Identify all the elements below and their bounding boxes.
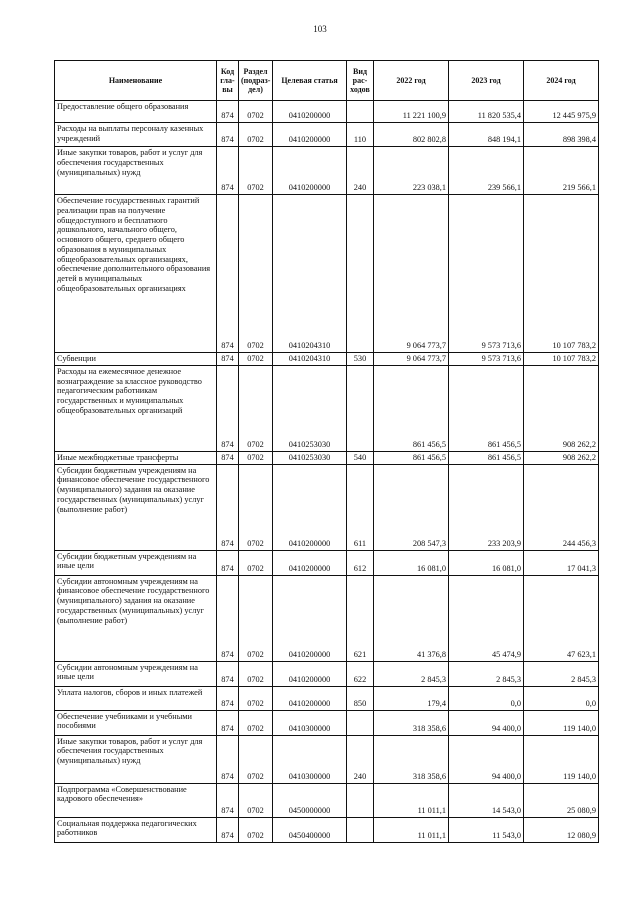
row-section: 0702 bbox=[239, 550, 273, 575]
row-2022: 11 221 100,9 bbox=[374, 101, 449, 123]
row-2022: 223 038,1 bbox=[374, 147, 449, 195]
row-2023: 9 573 713,6 bbox=[449, 195, 524, 353]
header-2024: 2024 год bbox=[524, 61, 599, 101]
table-row bbox=[55, 686, 599, 710]
row-2022: 2 845,3 bbox=[374, 661, 449, 686]
row-2024: 119 140,0 bbox=[524, 735, 599, 783]
row-name: Расходы на ежемесячное денежное вознаграждение за классное руководство педагогическим работникам государственных и муниципальных общеобразовательных организаций bbox=[55, 365, 217, 451]
row-2024: 10 107 783,2 bbox=[524, 353, 599, 366]
row-section: 0702 bbox=[239, 353, 273, 366]
table-row bbox=[55, 353, 599, 366]
row-target: 0410200000 bbox=[273, 123, 347, 147]
row-code: 874 bbox=[217, 353, 239, 366]
row-type: 540 bbox=[347, 451, 374, 464]
row-target: 0410300000 bbox=[273, 710, 347, 735]
row-2024: 12 080,9 bbox=[524, 817, 599, 842]
row-target: 0450400000 bbox=[273, 817, 347, 842]
row-2023: 233 203,9 bbox=[449, 464, 524, 550]
row-2024: 119 140,0 bbox=[524, 710, 599, 735]
row-2023: 16 081,0 bbox=[449, 550, 524, 575]
row-code: 874 bbox=[217, 451, 239, 464]
row-section: 0702 bbox=[239, 661, 273, 686]
row-2024: 25 080,9 bbox=[524, 783, 599, 817]
row-code: 874 bbox=[217, 661, 239, 686]
row-section: 0702 bbox=[239, 575, 273, 661]
row-name: Расходы на выплаты персоналу казенных учреждений bbox=[55, 123, 217, 147]
row-type bbox=[347, 710, 374, 735]
row-target: 0410200000 bbox=[273, 464, 347, 550]
row-2022: 9 064 773,7 bbox=[374, 353, 449, 366]
row-2024: 898 398,4 bbox=[524, 123, 599, 147]
row-code: 874 bbox=[217, 101, 239, 123]
table-row bbox=[55, 147, 599, 195]
header-2023: 2023 год bbox=[449, 61, 524, 101]
header-section: Раздел (подраз- дел) bbox=[239, 61, 273, 101]
row-2024: 0,0 bbox=[524, 686, 599, 710]
row-code: 874 bbox=[217, 783, 239, 817]
row-2022: 208 547,3 bbox=[374, 464, 449, 550]
table-row bbox=[55, 195, 599, 353]
row-2022: 802 802,8 bbox=[374, 123, 449, 147]
row-type: 622 bbox=[347, 661, 374, 686]
row-type: 530 bbox=[347, 353, 374, 366]
row-target: 0410204310 bbox=[273, 195, 347, 353]
row-target: 0410253030 bbox=[273, 451, 347, 464]
table-row bbox=[55, 783, 599, 817]
row-type: 110 bbox=[347, 123, 374, 147]
row-name: Субсидии автономным учреждениям на финансовое обеспечение государственного (муниципального) задания на оказание государственных (муниципальных) услуг (выполнение работ) bbox=[55, 575, 217, 661]
row-code: 874 bbox=[217, 365, 239, 451]
row-code: 874 bbox=[217, 464, 239, 550]
header-target: Целевая статья bbox=[273, 61, 347, 101]
table-row bbox=[55, 365, 599, 451]
row-name: Субсидии бюджетным учреждениям на иные цели bbox=[55, 550, 217, 575]
header-code: Код гла- вы bbox=[217, 61, 239, 101]
page-number: 103 bbox=[313, 24, 327, 34]
row-code: 874 bbox=[217, 710, 239, 735]
row-section: 0702 bbox=[239, 686, 273, 710]
row-target: 0410200000 bbox=[273, 101, 347, 123]
row-section: 0702 bbox=[239, 101, 273, 123]
row-2022: 41 376,8 bbox=[374, 575, 449, 661]
row-section: 0702 bbox=[239, 464, 273, 550]
row-2023: 45 474,9 bbox=[449, 575, 524, 661]
table-row bbox=[55, 575, 599, 661]
row-2024: 12 445 975,9 bbox=[524, 101, 599, 123]
row-type: 611 bbox=[347, 464, 374, 550]
row-2022: 318 358,6 bbox=[374, 735, 449, 783]
row-target: 0410200000 bbox=[273, 686, 347, 710]
row-type: 240 bbox=[347, 735, 374, 783]
row-section: 0702 bbox=[239, 817, 273, 842]
row-target: 0450000000 bbox=[273, 783, 347, 817]
row-section: 0702 bbox=[239, 123, 273, 147]
row-2024: 10 107 783,2 bbox=[524, 195, 599, 353]
row-2023: 94 400,0 bbox=[449, 710, 524, 735]
row-section: 0702 bbox=[239, 735, 273, 783]
row-code: 874 bbox=[217, 686, 239, 710]
row-2023: 9 573 713,6 bbox=[449, 353, 524, 366]
row-2022: 16 081,0 bbox=[374, 550, 449, 575]
row-section: 0702 bbox=[239, 451, 273, 464]
row-target: 0410200000 bbox=[273, 575, 347, 661]
row-code: 874 bbox=[217, 550, 239, 575]
row-name: Субсидии автономным учреждениям на иные цели bbox=[55, 661, 217, 686]
row-2023: 861 456,5 bbox=[449, 365, 524, 451]
row-type: 612 bbox=[347, 550, 374, 575]
row-code: 874 bbox=[217, 817, 239, 842]
row-code: 874 bbox=[217, 123, 239, 147]
row-code: 874 bbox=[217, 195, 239, 353]
row-2024: 908 262,2 bbox=[524, 365, 599, 451]
row-type bbox=[347, 101, 374, 123]
row-name: Предоставление общего образования bbox=[55, 101, 217, 123]
row-2024: 2 845,3 bbox=[524, 661, 599, 686]
row-2024: 17 041,3 bbox=[524, 550, 599, 575]
row-2022: 9 064 773,7 bbox=[374, 195, 449, 353]
row-2024: 47 623,1 bbox=[524, 575, 599, 661]
row-2022: 179,4 bbox=[374, 686, 449, 710]
row-type: 240 bbox=[347, 147, 374, 195]
row-name: Иные межбюджетные трансферты bbox=[55, 451, 217, 464]
table-row bbox=[55, 710, 599, 735]
row-2024: 219 566,1 bbox=[524, 147, 599, 195]
row-section: 0702 bbox=[239, 783, 273, 817]
row-2023: 0,0 bbox=[449, 686, 524, 710]
row-section: 0702 bbox=[239, 710, 273, 735]
row-section: 0702 bbox=[239, 365, 273, 451]
row-name: Иные закупки товаров, работ и услуг для обеспечения государственных (муниципальных) нужд bbox=[55, 147, 217, 195]
row-name: Обеспечение государственных гарантий реализации прав на получение общедоступного и бесплатного дошкольного, начального общего, основного общего, среднего общего образования в муниципальных общеобразовательных организациях, обеспечение дополнительного образования детей в муниципальных общеобразовательных организациях bbox=[55, 195, 217, 353]
row-2023: 239 566,1 bbox=[449, 147, 524, 195]
row-section: 0702 bbox=[239, 147, 273, 195]
row-name: Иные закупки товаров, работ и услуг для обеспечения государственных (муниципальных) нужд bbox=[55, 735, 217, 783]
row-2022: 861 456,5 bbox=[374, 451, 449, 464]
row-target: 0410200000 bbox=[273, 147, 347, 195]
row-2022: 11 011,1 bbox=[374, 817, 449, 842]
row-2023: 94 400,0 bbox=[449, 735, 524, 783]
header-type: Вид рас- ходов bbox=[347, 61, 374, 101]
row-name: Социальная поддержка педагогических работников bbox=[55, 817, 217, 842]
table-row bbox=[55, 661, 599, 686]
row-2023: 848 194,1 bbox=[449, 123, 524, 147]
table-row bbox=[55, 451, 599, 464]
row-2023: 11 820 535,4 bbox=[449, 101, 524, 123]
row-2022: 861 456,5 bbox=[374, 365, 449, 451]
row-target: 0410300000 bbox=[273, 735, 347, 783]
row-2024: 908 262,2 bbox=[524, 451, 599, 464]
table-row bbox=[55, 817, 599, 842]
header-2022: 2022 год bbox=[374, 61, 449, 101]
row-name: Субсидии бюджетным учреждениям на финансовое обеспечение государственного (муниципального) задания на оказание государственных (муниципальных) услуг (выполнение работ) bbox=[55, 464, 217, 550]
row-type bbox=[347, 817, 374, 842]
row-target: 0410200000 bbox=[273, 661, 347, 686]
row-2022: 11 011,1 bbox=[374, 783, 449, 817]
row-type: 621 bbox=[347, 575, 374, 661]
row-2023: 861 456,5 bbox=[449, 451, 524, 464]
header-row bbox=[55, 61, 599, 101]
row-type bbox=[347, 195, 374, 353]
row-type bbox=[347, 365, 374, 451]
row-code: 874 bbox=[217, 735, 239, 783]
row-name: Обеспечение учебниками и учебными пособиями bbox=[55, 710, 217, 735]
row-target: 0410253030 bbox=[273, 365, 347, 451]
row-target: 0410200000 bbox=[273, 550, 347, 575]
row-code: 874 bbox=[217, 575, 239, 661]
row-2023: 11 543,0 bbox=[449, 817, 524, 842]
row-2023: 2 845,3 bbox=[449, 661, 524, 686]
row-section: 0702 bbox=[239, 195, 273, 353]
table-row bbox=[55, 101, 599, 123]
row-type bbox=[347, 783, 374, 817]
row-target: 0410204310 bbox=[273, 353, 347, 366]
header-name: Наименование bbox=[55, 61, 217, 101]
table-row bbox=[55, 464, 599, 550]
row-code: 874 bbox=[217, 147, 239, 195]
row-2023: 14 543,0 bbox=[449, 783, 524, 817]
table-row bbox=[55, 550, 599, 575]
row-2022: 318 358,6 bbox=[374, 710, 449, 735]
table-row bbox=[55, 123, 599, 147]
row-name: Уплата налогов, сборов и иных платежей bbox=[55, 686, 217, 710]
row-type: 850 bbox=[347, 686, 374, 710]
table-row bbox=[55, 735, 599, 783]
row-name: Подпрограмма «Совершенствование кадрового обеспечения» bbox=[55, 783, 217, 817]
row-2024: 244 456,3 bbox=[524, 464, 599, 550]
budget-table bbox=[54, 60, 599, 843]
row-name: Субвенции bbox=[55, 353, 217, 366]
